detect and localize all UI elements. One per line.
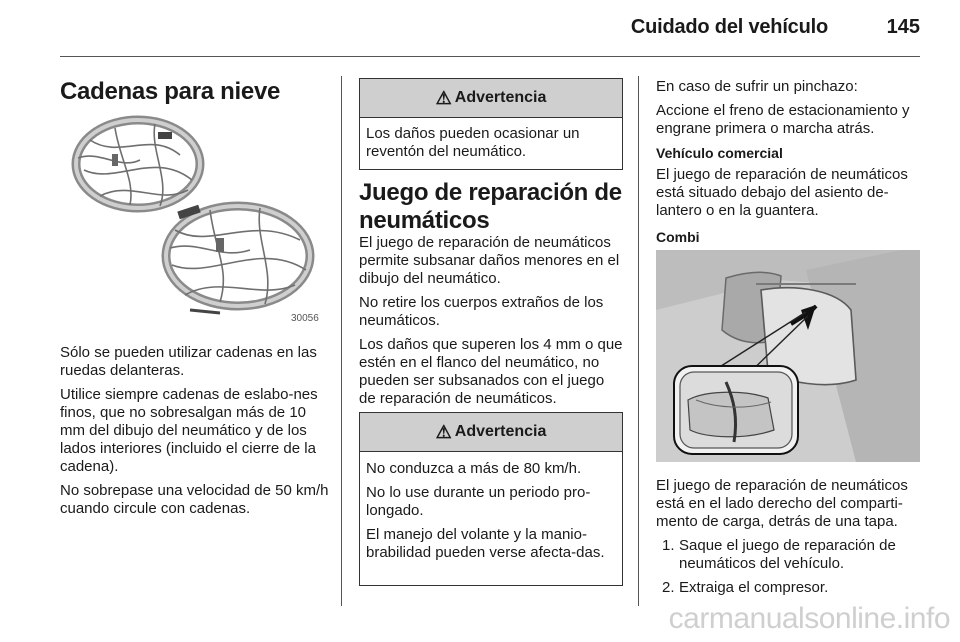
warning-title: Advertencia [454,423,547,440]
snow-chains-illustration [60,110,326,328]
subheading-commercial: Vehículo comercial [656,145,783,161]
list-item [656,537,924,573]
paragraph: No retire los cuerpos extraños de los neumáticos. [359,294,604,329]
warning-header [360,413,622,452]
column-divider-1 [341,76,342,606]
tyre-repair-text [359,234,625,408]
paragraph: Utilice siempre cadenas de eslabo-nes finos, que no sobresalgan más de 10 mm del dibujo del neumático y de los lados interiores (incluido el cierre de la cadena). [60,386,318,475]
list-item [656,579,924,597]
warning-title: Advertencia [454,89,547,106]
snow-chains-drawing [60,110,326,328]
heading-tyre-repair-kit: Juego de reparación de neumáticos [359,179,622,234]
paragraph: En caso de sufrir un pinchazo: [656,78,858,95]
paragraph: Sólo se pueden utilizar cadenas en las ruedas delanteras. [60,344,317,379]
warning-header [360,79,622,118]
warning-item: No conduzca a más de 80 km/h. [366,460,582,477]
column-divider-2 [638,76,639,606]
header-rule [60,56,920,57]
combi-illustration [656,250,920,462]
warning-box-2 [359,412,623,586]
steps-list [656,537,924,597]
column-3-text-bottom [656,477,924,603]
heading-snow-chains: Cadenas para nieve [60,78,281,105]
step-number: 1. [662,537,675,554]
step-text: Extraiga el compresor. [679,579,829,596]
warning-icon: ⚠ [435,87,452,108]
cargo-compartment-drawing [656,250,920,462]
paragraph: No sobrepase una velocidad de 50 km/h cuando circule con cadenas. [60,482,329,517]
step-number: 2. [662,579,675,596]
column-3-text-top [656,78,922,246]
subheading-combi: Combi [656,229,700,245]
paragraph: El juego de reparación de neumáticos permite subsanar daños menores en el dibujo del neumático. [359,234,620,287]
page-number: 145 [886,16,920,38]
paragraph: Accione el freno de estacionamiento y engrane primera o marcha atrás. [656,102,910,137]
figure-code: 30056 [291,313,319,324]
step-text: Saque el juego de reparación de neumáticos del vehículo. [679,537,896,572]
paragraph: El juego de reparación de neumáticos está situado debajo del asiento de-lantero o en la guantera. [656,166,908,219]
snow-chains-text [60,344,330,518]
watermark: carmanualsonline.info [668,602,950,635]
warning-item: No lo use durante un periodo pro-longado. [366,484,591,519]
warning-text: Los daños pueden ocasionar un reventón del neumático. [366,125,580,160]
running-title: Cuidado del vehículo [630,16,828,38]
warning-icon: ⚠ [435,421,452,442]
warning-item: El manejo del volante y la manio-brabilidad pueden verse afecta-das. [366,526,605,561]
warning-box-1 [359,78,623,170]
paragraph: Los daños que superen los 4 mm o que estén en el flanco del neumático, no pueden ser subsanados con el juego de reparación de neumáticos. [359,336,623,407]
paragraph: El juego de reparación de neumáticos está en el lado derecho del comparti-mento de carga, detrás de una tapa. [656,477,908,530]
